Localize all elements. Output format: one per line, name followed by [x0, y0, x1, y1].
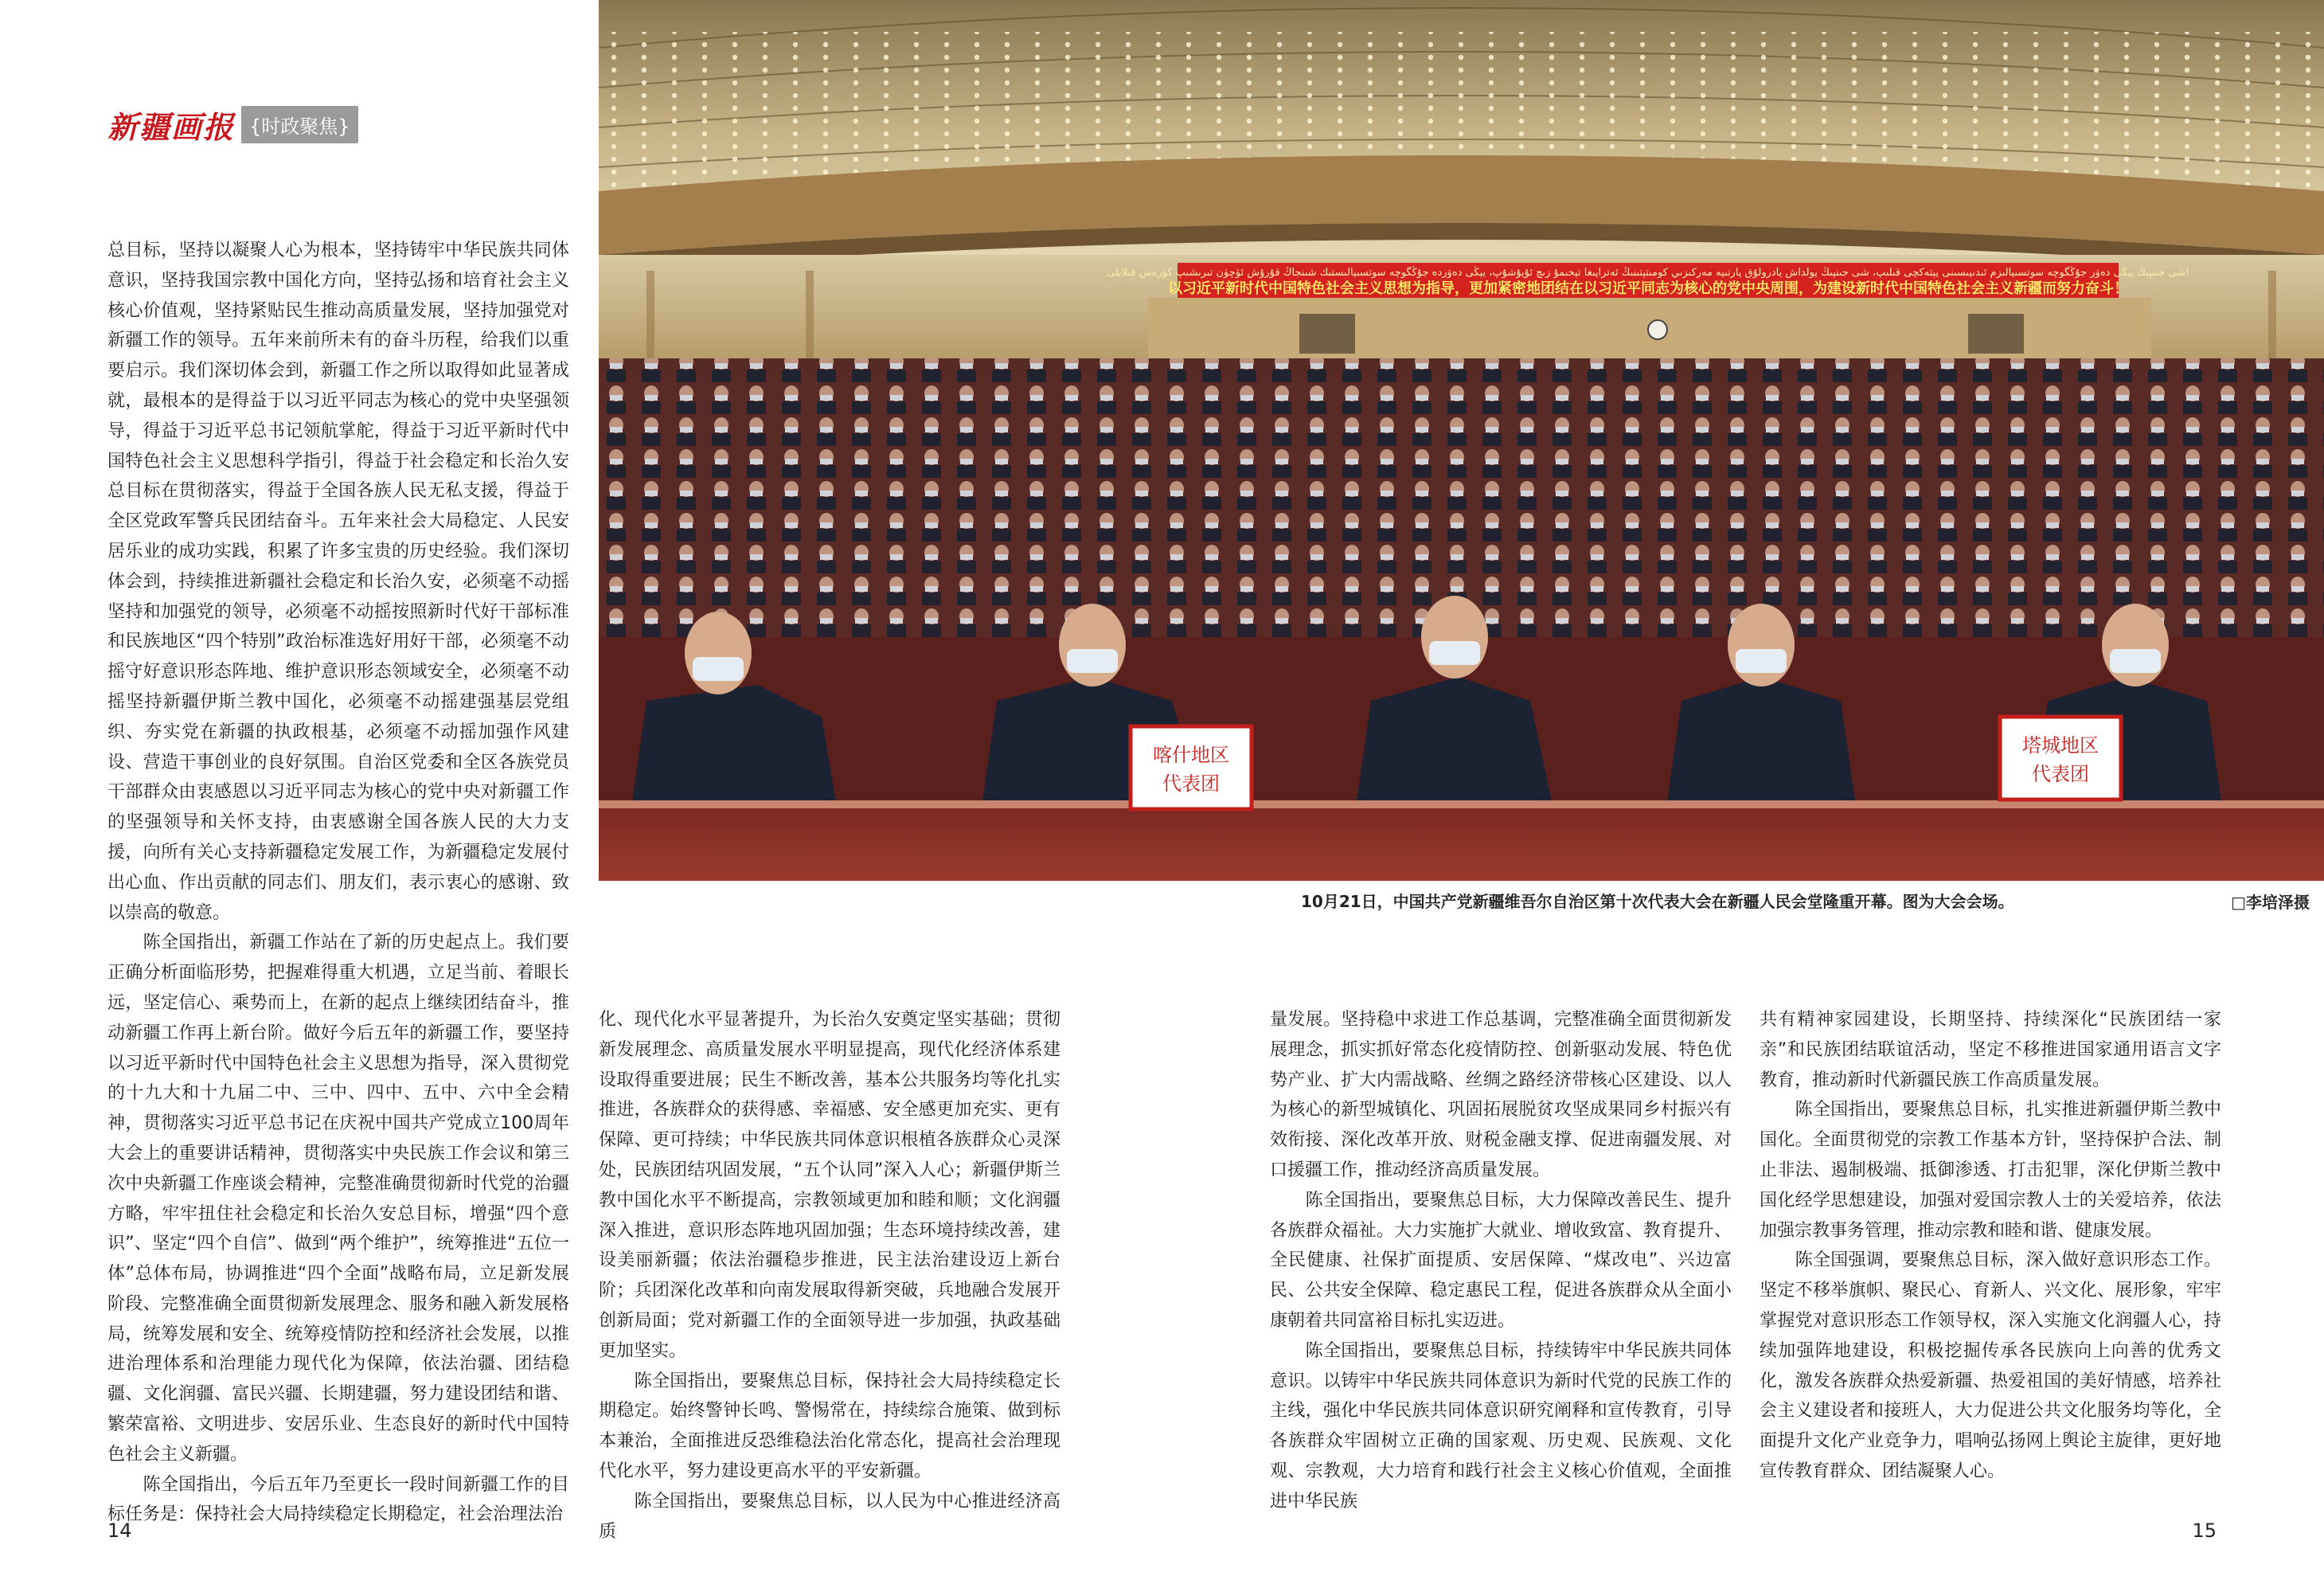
- text-column-middle: 化、现代化水平显著提升，为长治久安奠定坚实基础；贯彻新发展理念、高质量发展水平明显提高，现代化经济体系建设取得重要进展；民生不断改善，基本公共服务均等化扎实推进，各族群众的获得感、幸福感、安全感更加充实、更有保障、更可持续；中华民族共同体意识根植各族群众心灵深处，民族团结巩固发展，“五个认同”深入人心；新疆伊斯兰教中国化水平不断提高，宗教领域更加和睦和顺；文化润疆深入推进，意识形态阵地巩固加强；生态环境持续改善，建设美丽新疆；依法治疆稳步推进，民主法治建设迈上新台阶；兵团深化改革和向南发展取得新突破，兵地融合发展开创新局面；党对新疆工作的全面领导进一步加强，执政基础更加坚实。 陈全国指出，要聚焦总目标，保持社会大局持续稳定长期稳定。始终警钟长鸣、警惕常在，持续综合施策、做到标本兼治，全面推进反恐维稳法治化常态化，提高社会治理现代化水平，努力建设更高水平的平安新疆。 陈全国指出，要聚焦总目标，以人民为中心推进经济高质: [599, 1010, 1060, 1542]
- text-column-right-2: 共有精神家园建设，长期坚持、持续深化“民族团结一家亲”和民族团结联谊活动，坚定不移推进国家通用语言文字教育，推动新时代新疆民族工作高质量发展。 陈全国指出，要聚焦总目标，扎实推进新疆伊斯兰教中国化。全面贯彻党的宗教工作基本方针，坚持保护合法、制止非法、遏制极端、抵御渗透、打击犯罪，深化伊斯兰教中国化经学思想建设，加强对爱国宗教人士的关爱培养，依法加强宗教事务管理，推动宗教和睦和谐、健康发展。 陈全国强调，要聚焦总目标，深入做好意识形态工作。坚定不移举旗帜、聚民心、育新人、兴文化、展形象，牢牢掌握党对意识形态工作领导权，深入实施文化润疆人心，持续加强阵地建设，积极挖掘传承各民族向上向善的优秀文化，激发各族群众热爱新疆、热爱祖国的美好情感，培养社会主义建设者和接班人，大力促进公共文化服务均等化，全面提升文化产业竞争力，唱响弘扬网上舆论主旋律，更好地宣传教育群众、团结凝聚人心。: [1760, 1010, 2221, 1481]
- section-tag: {时政聚焦}: [241, 106, 358, 143]
- page-number-left: 14: [107, 1520, 132, 1542]
- page-number-right: 15: [2192, 1520, 2217, 1542]
- masthead-logo: 新疆画报: [107, 108, 236, 145]
- placard-right: [2000, 717, 2121, 800]
- text-column-right-1: 量发展。坚持稳中求进工作总基调，完整准确全面贯彻新发展理念，抓实抓好常态化疫情防控、创新驱动发展、特色优势产业、扩大内需战略、丝绸之路经济带核心区建设、以人为核心的新型城镇化、巩固拓展脱贫攻坚成果同乡村振兴有效衔接、深化改革开放、财税金融支撑、促进南疆发展、对口援疆工作，推动经济高质量发展。 陈全国指出，要聚焦总目标，大力保障改善民生、提升各族群众福祉。大力实施扩大就业、增收致富、教育提升、全民健康、社保扩面提质、安居保障、“煤改电”、兴边富民、公共安全保障、稳定惠民工程，促进各族群众从全面小康朝着共同富裕目标扎实迈进。 陈全国指出，要聚焦总目标，持续铸牢中华民族共同体意识。以铸牢中华民族共同体意识为新时代党的民族工作的主线，强化中华民族共同体意识研究阐释和宣传教育，引导各族群众牢固树立正确的国家观、历史观、民族观、文化观、宗教观，大力培育和践行社会主义核心价值观，全面推进中华民族: [1270, 1010, 1732, 1512]
- placard-left: [1131, 726, 1252, 809]
- placard-right-line1: 塔城地区: [2022, 734, 2099, 757]
- banner-chinese-text: 以习近平新时代中国特色社会主义思想为指导，更加紧密地团结在以习近平同志为核心的党中央周围，为建设新时代中国特色社会主义新疆而努力奋斗！: [1168, 280, 2128, 297]
- placard-left-line1: 喀什地区: [1153, 744, 1229, 766]
- placard-right-line2: 代表团: [2032, 763, 2089, 785]
- text-column-left: 总目标，坚持以凝聚人心为根本，坚持铸牢中华民族共同体意识，坚持我国宗教中国化方向，坚持弘扬和培育社会主义核心价值观，坚持紧贴民生推动高质量发展，坚持加强党对新疆工作的领导。五年来前所未有的奋斗历程，给我们以重要启示。我们深切体会到，新疆工作之所以取得如此显著成就，最根本的是得益于以习近平同志为核心的党中央坚强领导，得益于习近平总书记领航掌舵，得益于习近平新时代中国特色社会主义思想科学指引，得益于社会稳定和长治久安总目标在贯彻落实，得益于全国各族人民无私支援，得益于全区党政军警兵民团结奋斗。五年来社会大局稳定、人民安居乐业的成功实践，积累了许多宝贵的历史经验。我们深切体会到，持续推进新疆社会稳定和长治久安，必须毫不动摇坚持和加强党的领导，必须毫不动摇按照新时代好干部标准和民族地区“四个特别”政治标准选好用好干部，必须毫不动摇守好意识形态阵地、维护意识形态领域安全，必须毫不动摇坚持新疆伊斯兰教中国化，必须毫不动摇建强基层党组织、夯实党在新疆的执政根基，必须毫不动摇加强作风建设、营造干事创业的良好氛围。自治区党委和全区各族党员干部群众由衷感恩以习近平同志为核心的党中央对新疆工作的坚强领导和关怀支持，由衷感谢全国各族人民的大力支援，向所有关心支持新疆稳定发展工作，为新疆稳定发展付出心血、作出贡献的同志们、朋友们，表示衷心的感谢、致以崇高的敬意。 陈全国指出，新疆工作站在了新的历史起点上。我们要正确分析面临形势，把握难得重大机遇，立足当前、着眼长远，坚定信心、乘势而上，在新的起点上继续团结奋斗，推动新疆工作再上新台阶。做好今后五年的新疆工作，要坚持以习近平新时代中国特色社会主义思想为指导，深入贯彻党的十九大和十九届二中、三中、四中、五中、六中全会精神，贯彻落实习近平总书记在庆祝中国共产党成立100周年大会上的重要讲话精神，贯彻落实中央民族工作会议和第三次中央新疆工作座谈会精神，完整准确贯彻新时代党的治疆方略，牢牢扭住社会稳定和长治久安总目标，增强“四个意识”、坚定“四个自信”、做到“两个维护”，统筹推进“五位一体”总体布局，协调推进“四个全面”战略布局，立足新发展阶段、完整准确全面贯彻新发展理念、服务和融入新发展格局，统筹发展和安全、统筹疫情防控和经济社会发展，以推进治理体系和治理能力现代化为保障，依法治疆、团结稳疆、文化润疆、富民兴疆、长期建疆，努力建设团结和谐、繁荣富裕、文明进步、安居乐业、生态良好的新时代中国特色社会主义新疆。 陈全国指出，今后五年乃至更长一段时间新疆工作的目标任务是：保持社会大局持续稳定长期稳定，社会治理法治: [107, 241, 569, 1525]
- photo-credit: □李培泽摄: [2231, 893, 2310, 912]
- conference-hall-photo: [599, 0, 2324, 881]
- photo-caption: 10月21日，中国共产党新疆维吾尔自治区第十次代表大会在新疆人民会堂隆重开幕。图为大会会场。: [1301, 892, 2014, 911]
- page-header: [107, 104, 358, 145]
- banner-uyghur-text: شى جىنپىڭ يېڭى دەۋر جۇڭگوچە سوتسىيالىزم ئىدىيىسىنى يېتەكچى قىلىپ، شى جىنپىڭ يولداش يادرولۇق پارتىيە مەركىزىي كومىتېتىنىڭ ئەتراپىغا تېخىمۇ زىچ ئۇيۇشۇپ، يېڭى دەۋردە جۇڭگوچە سوتسىيالىستىك شىنجاڭ قۇرۇش ئۈچۈن تىرىشىپ كۈرەش قىلايلى!: [1106, 267, 2190, 279]
- photo-illustration: [599, 0, 2324, 881]
- placard-left-line2: 代表团: [1162, 772, 1220, 795]
